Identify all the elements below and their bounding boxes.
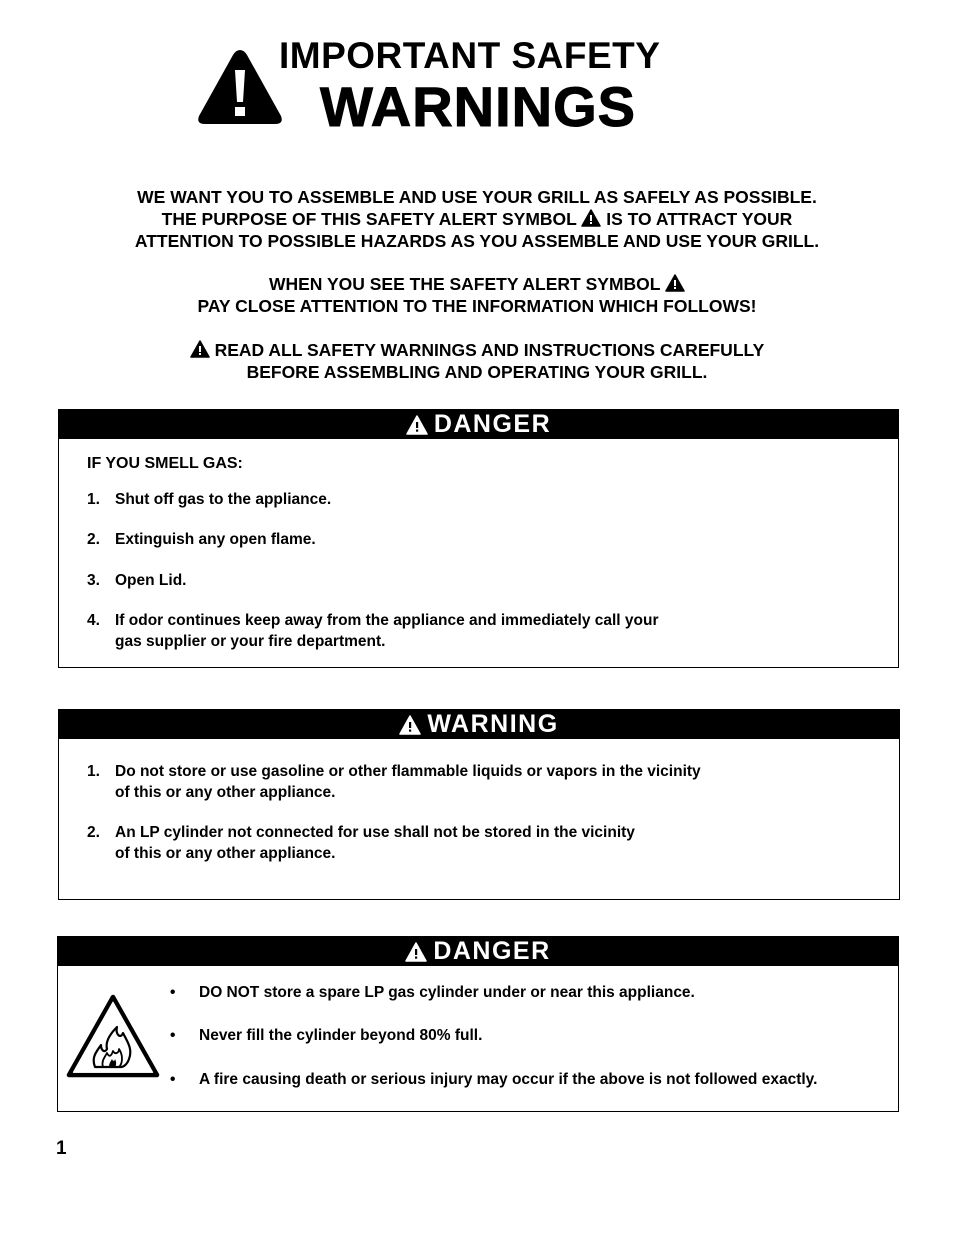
safety-alert-icon xyxy=(399,715,421,735)
intro-text: THE PURPOSE OF THIS SAFETY ALERT SYMBOL xyxy=(161,209,577,229)
page-header xyxy=(0,0,954,150)
item-number: 1. xyxy=(87,763,100,780)
danger-header xyxy=(58,937,898,966)
list-item xyxy=(87,761,701,803)
item-number: 3. xyxy=(87,572,100,589)
item-line: An LP cylinder not connected for use shall not be stored in the vicinity xyxy=(115,824,635,841)
warning-box xyxy=(58,709,900,900)
item-text xyxy=(115,822,635,864)
intro-line xyxy=(0,273,954,295)
item-number: 2. xyxy=(87,824,100,841)
page-number: 1 xyxy=(56,1138,67,1159)
title-line-2: WARNINGS xyxy=(320,75,636,138)
safety-alert-icon xyxy=(406,415,428,435)
list-item xyxy=(87,610,659,652)
danger-subhead: IF YOU SMELL GAS: xyxy=(87,455,243,472)
item-text: A fire causing death or serious injury may occur if the above is not followed exactly. xyxy=(199,1071,818,1088)
intro-line: PAY CLOSE ATTENTION TO THE INFORMATION WHICH FOLLOWS! xyxy=(197,296,757,316)
safety-alert-icon xyxy=(190,340,210,358)
intro-text: READ ALL SAFETY WARNINGS AND INSTRUCTIONS CAREFULLY xyxy=(214,340,765,360)
danger-label: DANGER xyxy=(433,410,552,438)
item-text xyxy=(115,610,659,652)
warning-triangle-icon xyxy=(196,46,284,126)
item-number: 4. xyxy=(87,612,100,629)
fire-hazard-icon xyxy=(65,993,161,1081)
intro-line xyxy=(0,339,954,361)
intro-text: WHEN YOU SEE THE SAFETY ALERT SYMBOL xyxy=(268,274,661,294)
intro-text: IS TO ATTRACT YOUR xyxy=(606,209,793,229)
item-line: gas supplier or your fire department. xyxy=(115,633,386,650)
intro-line: BEFORE ASSEMBLING AND OPERATING YOUR GRILL. xyxy=(246,362,708,382)
item-line: of this or any other appliance. xyxy=(115,784,336,801)
item-text: Extinguish any open flame. xyxy=(115,531,316,548)
item-text: DO NOT store a spare LP gas cylinder under or near this appliance. xyxy=(199,984,695,1001)
list-item xyxy=(87,822,635,864)
list-item xyxy=(170,1069,817,1090)
list-item xyxy=(87,489,331,510)
danger-box-cylinder xyxy=(57,936,899,1112)
warning-label: WARNING xyxy=(427,710,559,738)
warning-header xyxy=(59,710,899,739)
item-line: of this or any other appliance. xyxy=(115,845,336,862)
list-item xyxy=(87,570,186,591)
item-number: 1. xyxy=(87,491,100,508)
item-line: Do not store or use gasoline or other flammable liquids or vapors in the vicinity xyxy=(115,763,701,780)
bullet-mark: • xyxy=(170,1071,176,1088)
intro-paragraph-2 xyxy=(0,273,954,317)
bullet-mark: • xyxy=(170,1027,176,1044)
item-line: If odor continues keep away from the appliance and immediately call your xyxy=(115,612,659,629)
safety-alert-icon xyxy=(405,942,427,962)
bullet-mark: • xyxy=(170,984,176,1001)
intro-line: ATTENTION TO POSSIBLE HAZARDS AS YOU ASSEMBLE AND USE YOUR GRILL. xyxy=(134,231,820,251)
intro-paragraph-3 xyxy=(0,339,954,383)
danger-header xyxy=(59,410,898,439)
list-item xyxy=(87,529,316,550)
item-text xyxy=(115,761,701,803)
title-line-1: IMPORTANT SAFETY xyxy=(279,35,661,76)
safety-alert-icon xyxy=(665,274,685,292)
danger-box-gas xyxy=(58,409,899,668)
intro-line xyxy=(0,208,954,230)
item-number: 2. xyxy=(87,531,100,548)
list-item xyxy=(170,982,695,1003)
danger-label: DANGER xyxy=(433,937,551,965)
item-text: Never fill the cylinder beyond 80% full. xyxy=(199,1027,483,1044)
item-text: Shut off gas to the appliance. xyxy=(115,491,332,508)
intro-paragraph-1 xyxy=(0,186,954,252)
safety-alert-icon xyxy=(581,209,601,227)
item-text: Open Lid. xyxy=(115,572,187,589)
intro-line: WE WANT YOU TO ASSEMBLE AND USE YOUR GRILL AS SAFELY AS POSSIBLE. xyxy=(137,187,817,207)
list-item xyxy=(170,1025,482,1046)
